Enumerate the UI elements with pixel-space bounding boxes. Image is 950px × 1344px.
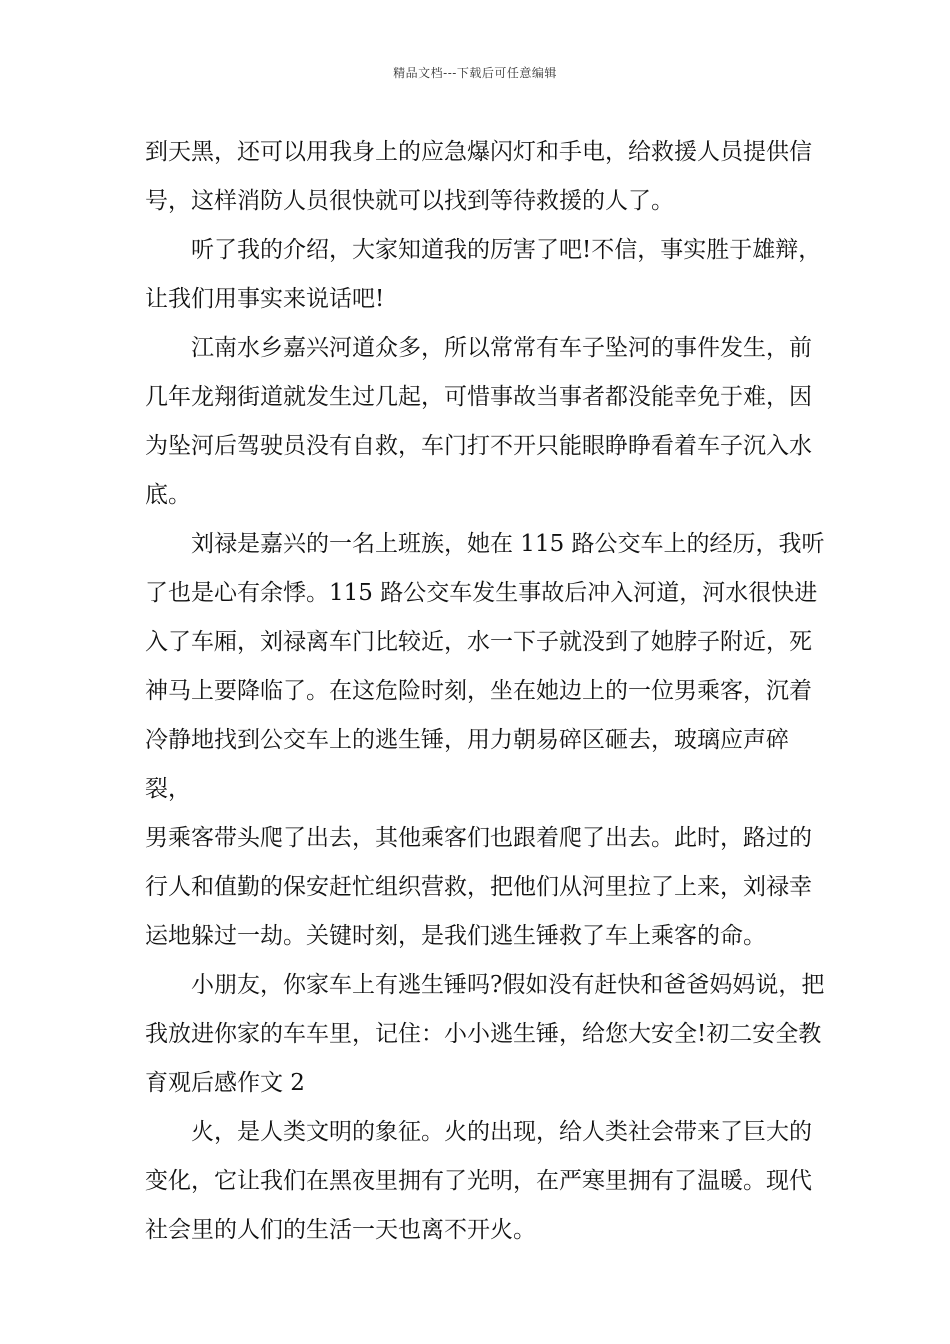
text-line: 行人和值勤的保安赶忙组织营救，把他们从河里拉了上来，刘禄幸 xyxy=(145,874,812,900)
text-line: 我放进你家的车车里，记住：小小逃生锤，给您大安全!初二安全教 xyxy=(145,1021,822,1047)
page-header: 精品文档---下载后可任意编辑 xyxy=(393,66,557,80)
text-line: 为坠河后驾驶员没有自救，车门打不开只能眼睁睁看着车子沉入水 xyxy=(145,433,812,459)
text-line: 变化，它让我们在黑夜里拥有了光明，在严寒里拥有了温暖。现代 xyxy=(145,1168,812,1194)
text-line: 神马上要降临了。在这危险时刻，坐在她边上的一位男乘客，沉着 xyxy=(145,678,812,704)
text-line: 冷静地找到公交车上的逃生锤，用力朝易碎区砸去，玻璃应声碎裂， xyxy=(145,727,789,802)
paragraph xyxy=(145,324,825,520)
text-line: 社会里的人们的生活一天也离不开火。 xyxy=(145,1217,536,1243)
text-line: 小朋友，你家车上有逃生锤吗?假如没有赶快和爸爸妈妈说，把 xyxy=(191,972,825,998)
paragraph xyxy=(145,1108,825,1255)
text-line: 听了我的介绍，大家知道我的厉害了吧!不信，事实胜于雄辩， xyxy=(191,237,822,263)
document-body xyxy=(145,128,825,1255)
text-line: 到天黑，还可以用我身上的应急爆闪灯和手电，给救援人员提供信 xyxy=(145,139,812,165)
text-line: 入了车厢，刘禄离车门比较近，水一下子就没到了她脖子附近，死 xyxy=(145,629,812,655)
paragraph xyxy=(145,961,825,1108)
text-line: 几年龙翔街道就发生过几起，可惜事故当事者都没能幸免于难，因 xyxy=(145,384,812,410)
text-line: 育观后感作文 2 xyxy=(145,1070,305,1096)
text-line: 了也是心有余悸。115 路公交车发生事故后冲入河道，河水很快进 xyxy=(145,580,818,606)
paragraph xyxy=(145,226,825,324)
text-line: 运地躲过一劫。关键时刻，是我们逃生锤救了车上乘客的命。 xyxy=(145,923,766,949)
text-line: 让我们用事实来说话吧! xyxy=(145,286,385,312)
paragraph xyxy=(145,520,825,961)
text-line: 江南水乡嘉兴河道众多，所以常常有车子坠河的事件发生，前 xyxy=(191,335,812,361)
text-line: 男乘客带头爬了出去，其他乘客们也跟着爬了出去。此时，路过的 xyxy=(145,825,812,851)
text-line: 刘禄是嘉兴的一名上班族，她在 115 路公交车上的经历，我听 xyxy=(191,531,825,557)
text-line: 火，是人类文明的象征。火的出现，给人类社会带来了巨大的 xyxy=(191,1119,812,1145)
text-line: 号，这样消防人员很快就可以找到等待救援的人了。 xyxy=(145,188,674,214)
paragraph xyxy=(145,128,825,226)
text-line: 底。 xyxy=(145,482,191,508)
